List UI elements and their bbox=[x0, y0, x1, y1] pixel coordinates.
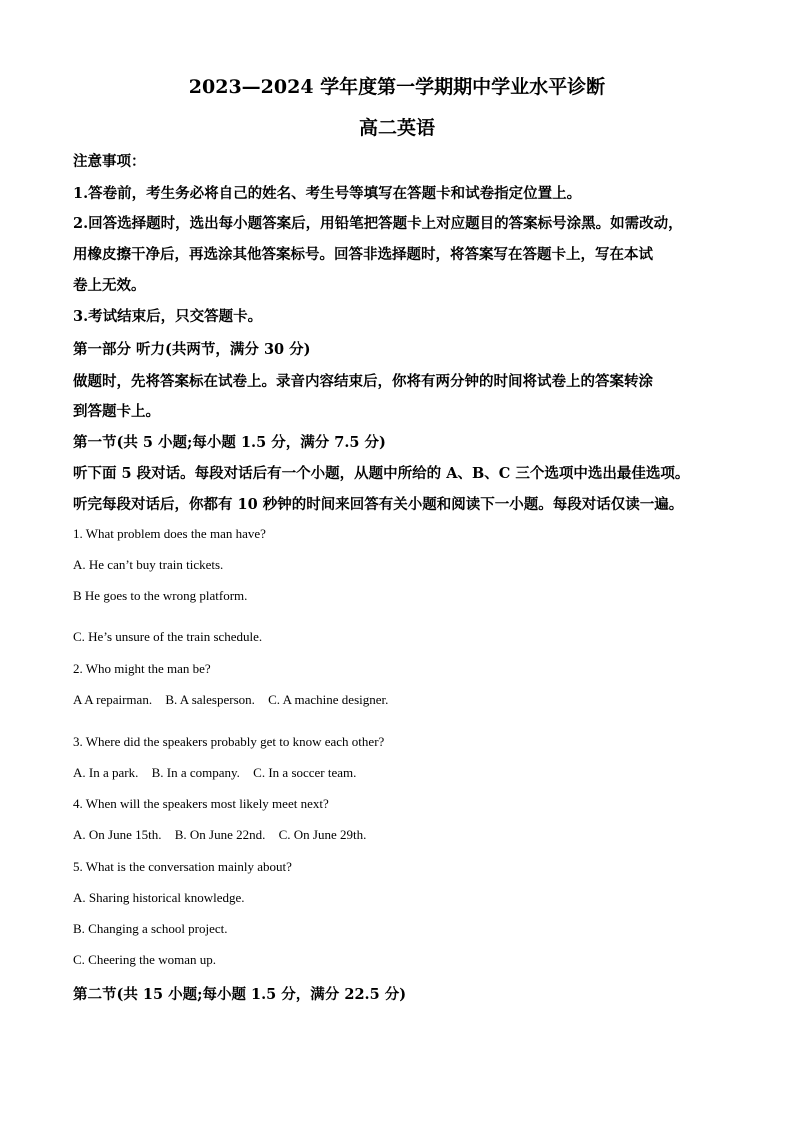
notice-item-1: 1.答卷前，考生务必将自己的姓名、考生号等填写在答题卡和试卷指定位置上。 bbox=[73, 185, 582, 202]
notice-item-3: 3.考试结束后，只交答题卡。 bbox=[73, 308, 263, 325]
exam-title: 2023—2024 学年度第一学期期中学业水平诊断 bbox=[188, 76, 606, 98]
question-2-stem: 2. Who might the man be? bbox=[73, 661, 211, 676]
exam-subtitle: 高二英语 bbox=[358, 117, 435, 139]
section1-heading: 第一节(共 5 小题;每小题 1.5 分，满分 7.5 分) bbox=[73, 434, 386, 451]
question-2-option-c: C. A machine designer. bbox=[268, 692, 389, 707]
section1-instruction-line-1: 听下面 5 段对话。每段对话后有一个小题，从题中所给的 A、B、C 三个选项中选出最佳选项。 bbox=[73, 465, 690, 482]
question-4-option-b: B. On June 22nd. bbox=[174, 827, 266, 842]
part1-instruction-line-1: 做题时，先将答案标在试卷上。录音内容结束后，你将有两分钟的时间将试卷上的答案转涂 bbox=[73, 373, 653, 390]
notice-heading: 注意事项： bbox=[73, 153, 146, 170]
question-4-option-a: A. On June 15th. bbox=[73, 827, 162, 842]
question-3-option-a: A. In a park. bbox=[73, 765, 139, 780]
question-5-stem: 5. What is the conversation mainly about? bbox=[73, 859, 292, 874]
part1-heading: 第一部分 听力(共两节，满分 30 分) bbox=[73, 341, 311, 358]
question-3-options bbox=[73, 765, 366, 781]
question-2-option-a: A A repairman. bbox=[73, 692, 153, 707]
question-5-option-a: A. Sharing historical knowledge. bbox=[73, 890, 245, 905]
question-3-option-c: C. In a soccer team. bbox=[253, 765, 357, 780]
notice-item-2-line-3: 卷上无效。 bbox=[73, 277, 146, 294]
question-1-option-c: C. He’s unsure of the train schedule. bbox=[73, 629, 263, 644]
question-5-option-b: B. Changing a school project. bbox=[73, 921, 228, 936]
question-3-stem: 3. Where did the speakers probably get to know each other? bbox=[73, 734, 385, 749]
question-5-option-c: C. Cheering the woman up. bbox=[73, 952, 216, 967]
part1-instruction-line-2: 到答题卡上。 bbox=[73, 403, 160, 420]
notice-item-2-line-2: 用橡皮擦干净后，再选涂其他答案标号。回答非选择题时，将答案写在答题卡上，写在本试 bbox=[73, 246, 653, 263]
question-4-options bbox=[73, 827, 376, 843]
section1-instruction-line-2: 听完每段对话后，你都有 10 秒钟的时间来回答有关小题和阅读下一小题。每段对话仅读一遍。 bbox=[73, 496, 684, 513]
question-1-stem: 1. What problem does the man have? bbox=[73, 526, 266, 541]
question-2-option-b: B. A salesperson. bbox=[165, 692, 255, 707]
notice-item-2-line-1: 2.回答选择题时，选出每小题答案后，用铅笔把答题卡上对应题目的答案标号涂黑。如需改动， bbox=[73, 215, 683, 232]
question-3-option-b: B. In a company. bbox=[151, 765, 240, 780]
question-4-stem: 4. When will the speakers most likely meet next? bbox=[73, 796, 329, 811]
section2-heading: 第二节(共 15 小题;每小题 1.5 分，满分 22.5 分) bbox=[73, 986, 407, 1003]
question-1-option-a: A. He can’t buy train tickets. bbox=[73, 557, 224, 572]
question-2-options bbox=[73, 692, 398, 708]
question-4-option-c: C. On June 29th. bbox=[278, 827, 367, 842]
question-1-option-b: B He goes to the wrong platform. bbox=[73, 588, 248, 603]
